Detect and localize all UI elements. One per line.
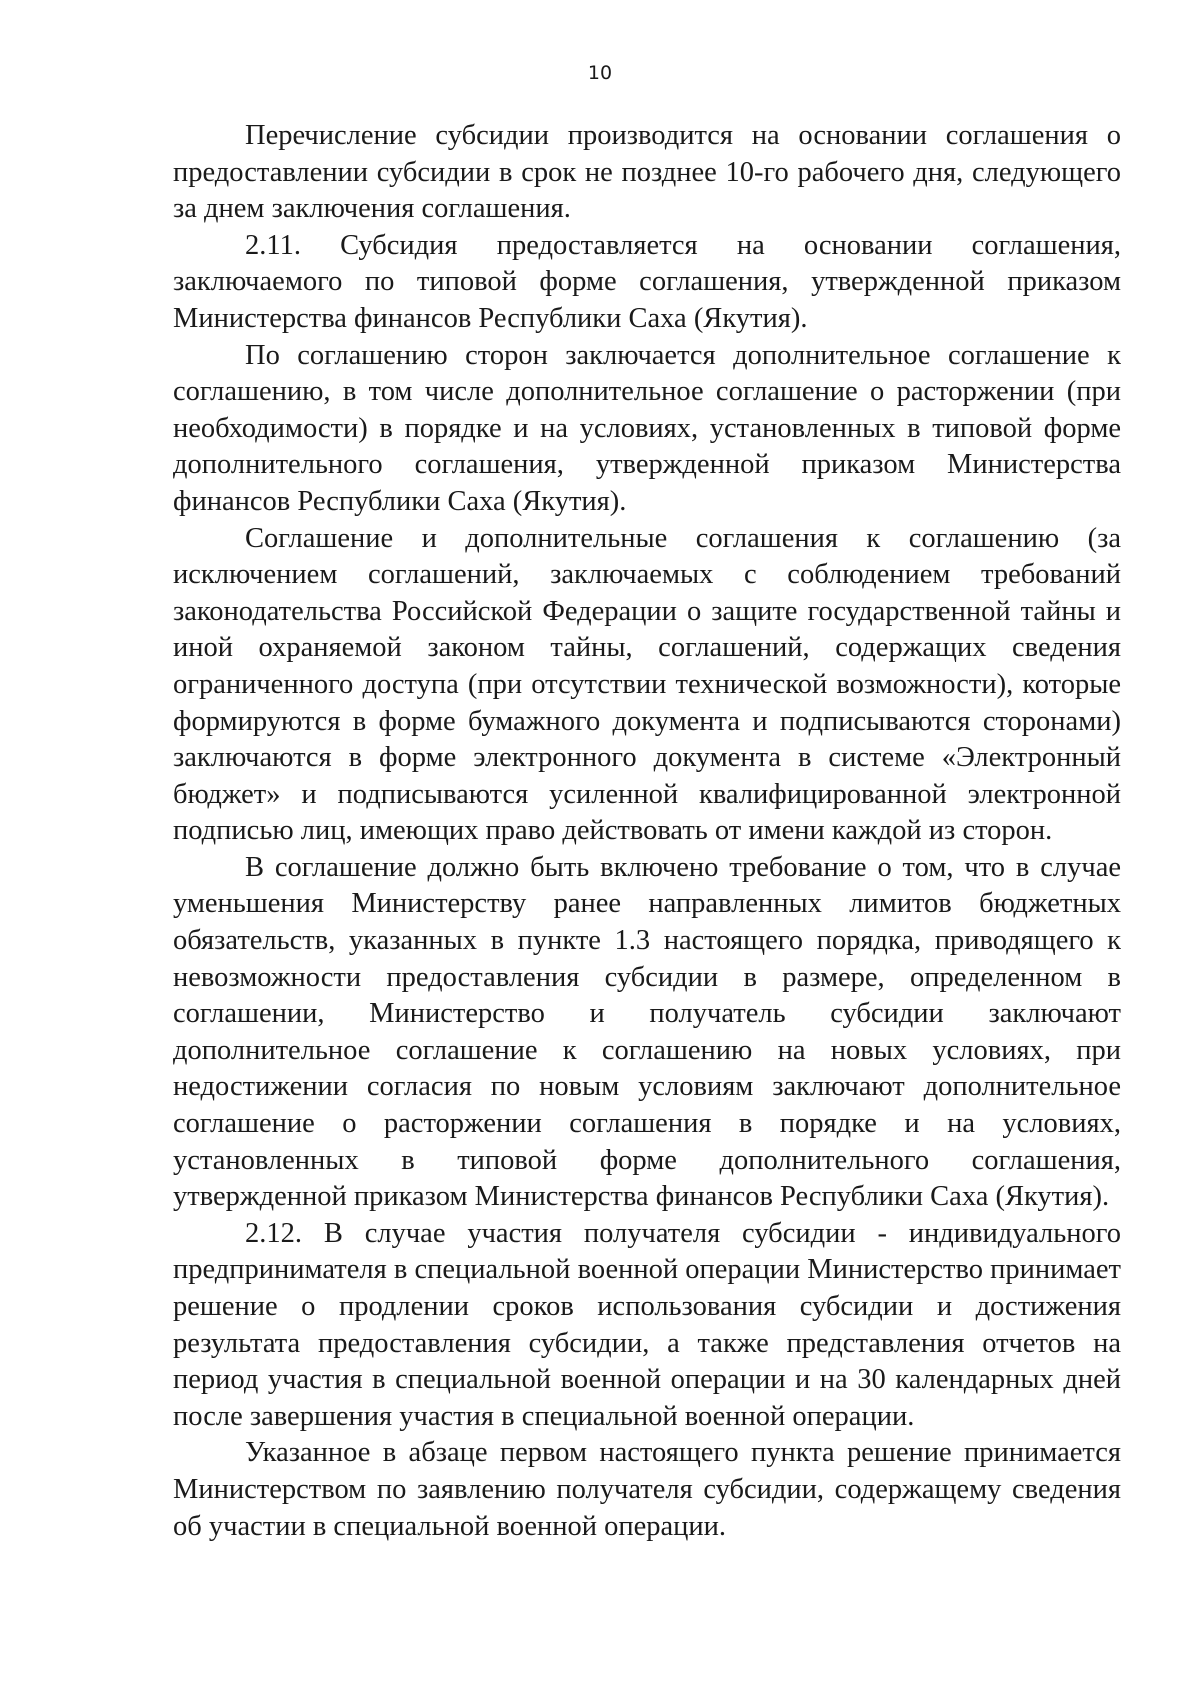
paragraph-2-11: 2.11. Субсидия предоставляется на основании соглашения, заключаемого по типовой форме соглашения, утвержденной приказом Министерства финансов Республики Саха (Якутия).: [173, 229, 1121, 334]
page-number: 10: [587, 62, 613, 84]
paragraph-electronic-budget: Соглашение и дополнительные соглашения к соглашению (за исключением соглашений, заключаемых с соблюдением требований законодательства Российской Федерации о защите государственной тайны и иной охраняемой законом тайны, соглашений, содержащих сведения ограниченного доступа (при отсутствии технической возможности), которые формируются в форме бумажного документа и подписываются сторонами) заключаются в форме электронного документа в системе «Электронный бюджет» и подписываются усиленной квалифицированной электронной подписью лиц, имеющих право действовать от имени каждой из сторон.: [173, 522, 1121, 847]
paragraph-additional-agreement: По соглашению сторон заключается дополнительное соглашение к соглашению, в том числе дополнительное соглашение о расторжении (при необходимости) в порядке и на условиях, установленных в типовой форме дополнительного соглашения, утвержденной приказом Министерства финансов Республики Саха (Якутия).: [173, 339, 1121, 517]
document-body: [173, 118, 1121, 1545]
paragraph-subsidy-transfer: Перечисление субсидии производится на основании соглашения о предоставлении субсидии в срок не позднее 10-го рабочего дня, следующего за днем заключения соглашения.: [173, 120, 1121, 225]
paragraph-2-12: 2.12. В случае участия получателя субсидии - индивидуального предпринимателя в специальной военной операции Министерство принимает решение о продлении сроков использования субсидии и достижения результата предоставления субсидии, а также представления отчетов на период участия в специальной военной операции и на 30 календарных дней после завершения участия в специальной военной операции.: [173, 1217, 1121, 1432]
paragraph-limits-reduction: В соглашение должно быть включено требование о том, что в случае уменьшения Министерству ранее направленных лимитов бюджетных обязательств, указанных в пункте 1.3 настоящего порядка, приводящего к невозможности предоставления субсидии в размере, определенном в соглашении, Министерство и получатель субсидии заключают дополнительное соглашение к соглашению на новых условиях, при недостижении согласия по новым условиям заключают дополнительное соглашение о расторжении соглашения в порядке и на условиях, установленных в типовой форме дополнительного соглашения, утвержденной приказом Министерства финансов Республики Саха (Якутия).: [173, 851, 1121, 1213]
paragraph-decision-application: Указанное в абзаце первом настоящего пункта решение принимается Министерством по заявлению получателя субсидии, содержащему сведения об участии в специальной военной операции.: [173, 1437, 1121, 1542]
